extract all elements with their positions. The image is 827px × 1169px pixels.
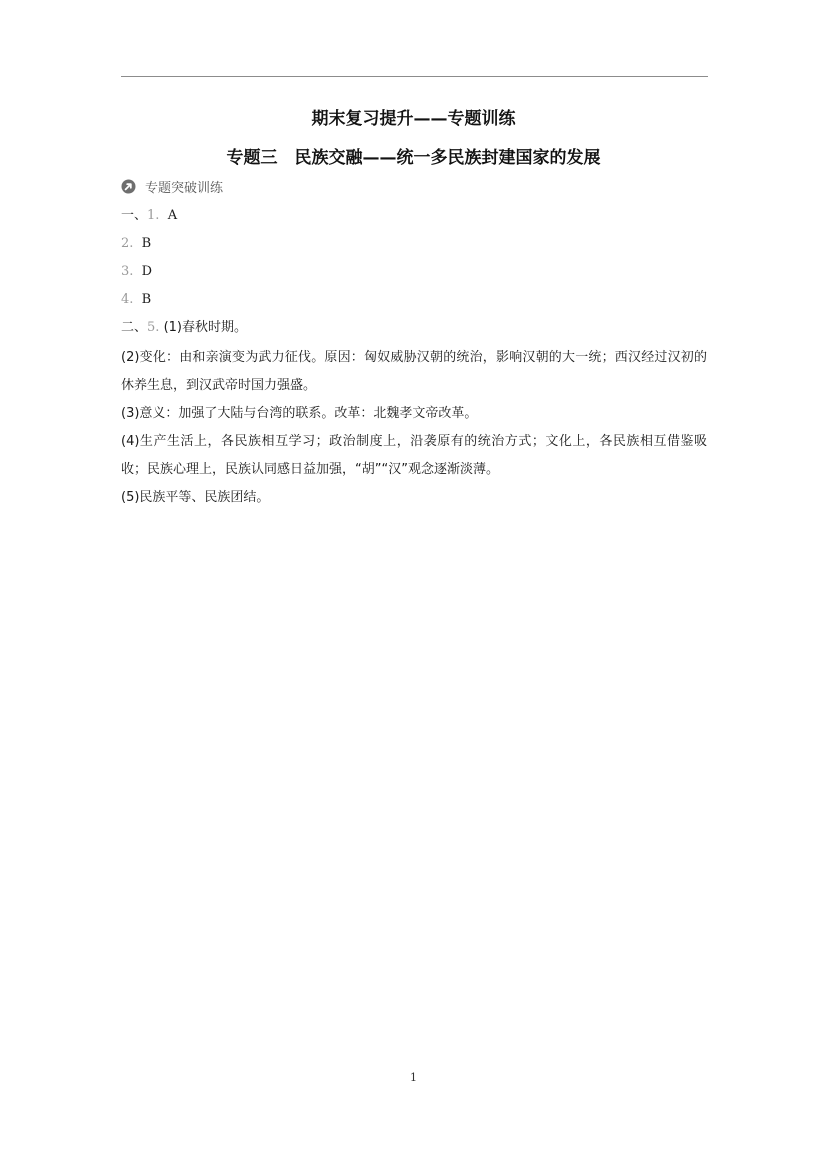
part-two-prefix: 二、	[121, 320, 148, 335]
part-one-prefix: 一、	[121, 208, 148, 223]
answer-value: D	[141, 264, 153, 279]
answer-line-1	[121, 207, 177, 225]
question-number: 2.	[121, 236, 134, 251]
answer-paragraph: (3)意义：加强了大陆与台湾的联系。改革：北魏孝文帝改革。	[121, 406, 478, 421]
section-header	[121, 177, 223, 195]
part-two-first-line	[121, 319, 247, 337]
section-label: 专题突破训练	[145, 180, 224, 196]
answer-paragraph: (4)生产生活上，各民族相互学习；政治制度上，沿袭原有的统治方式；文化上，各民族相互借鉴吸收；民族心理上，民族认同感日益加强，“胡”“汉”观念逐渐淡薄。	[121, 434, 707, 477]
question-number: 5.	[147, 320, 160, 335]
page-title: 期末复习提升——专题训练	[311, 109, 516, 129]
answer-value: A	[167, 208, 178, 223]
answer-paragraph: (2)变化：由和亲演变为武力征伐。原因：匈奴威胁汉朝的统治，影响汉朝的大一统；西汉经过汉初的休养生息，到汉武帝时国力强盛。	[121, 350, 707, 393]
topic-title: 专题三 民族交融——统一多民族封建国家的发展	[226, 148, 601, 168]
question-number: 3.	[121, 264, 134, 279]
answer-paragraph: (5)民族平等、民族团结。	[121, 490, 270, 505]
answer-value: B	[141, 236, 152, 251]
answer-line-3	[121, 263, 152, 281]
arrow-circle-icon	[121, 179, 136, 194]
answer-line-2	[121, 235, 151, 253]
question-number: 4.	[121, 292, 134, 307]
question-number: 1.	[147, 208, 160, 223]
page-number: 1	[410, 1071, 417, 1084]
answer-value: B	[141, 292, 152, 307]
answer-line-4	[121, 291, 151, 309]
header-rule	[121, 76, 708, 77]
answer-text: (1)春秋时期。	[163, 320, 247, 335]
